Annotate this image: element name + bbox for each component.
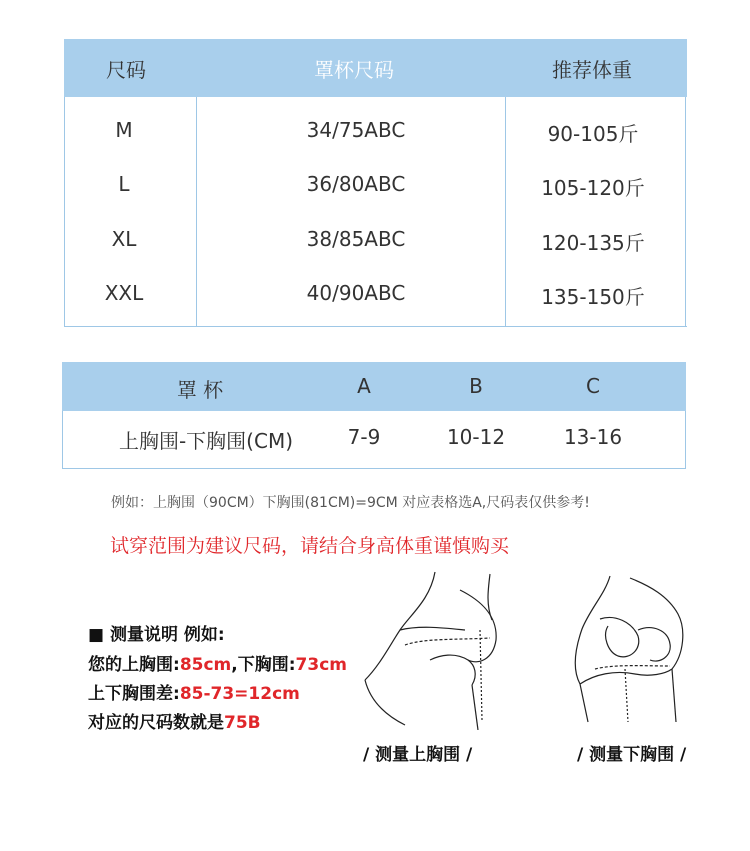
weight-cell: 120-135斤 [541, 231, 645, 255]
caption-lower-bust: / 测量下胸围 / [577, 745, 687, 765]
measure-line-3 [88, 708, 261, 733]
cup-header-label: 罩 杯 [176, 378, 224, 402]
upper-bust-illustration [360, 570, 500, 730]
measure-line-3-prefix: 对应的尺码数就是 [88, 713, 224, 733]
measure-line-2 [88, 679, 300, 704]
size-table-header [64, 39, 687, 97]
size-cell: XL [111, 227, 137, 251]
cup-cell: 36/80ABC [306, 172, 406, 196]
cup-header-a: A [357, 374, 371, 398]
weight-cell: 90-105斤 [547, 122, 639, 146]
size-cell: M [115, 118, 133, 142]
cup-value-a: 7-9 [347, 425, 381, 449]
caption-upper-bust: / 测量上胸围 / [363, 745, 473, 765]
cup-row-label: 上胸围-下胸围(CM) [118, 429, 294, 453]
notice-text: 试穿范围为建议尺码，请结合身高体重谨慎购买 [110, 535, 510, 557]
measure-upper-value: 85cm [179, 655, 232, 675]
weight-cell: 135-150斤 [541, 285, 645, 309]
measure-line-2-prefix: 上下胸围差: [88, 684, 180, 704]
header-size: 尺码 [106, 58, 146, 82]
size-cell: XXL [104, 281, 144, 305]
divider [505, 326, 687, 327]
measure-result-value: 75B [224, 713, 261, 733]
example-text: 例如：上胸围（90CM）下胸围(81CM)=9CM 对应表格选A,尺码表仅供参考! [111, 495, 590, 511]
cup-cell: 38/85ABC [306, 227, 406, 251]
size-cell: L [118, 172, 130, 196]
cup-cell: 40/90ABC [306, 281, 406, 305]
lower-bust-illustration [560, 574, 700, 724]
cup-cell: 34/75ABC [306, 118, 406, 142]
header-weight: 推荐体重 [552, 58, 632, 82]
measure-lower-value: 73cm [295, 655, 347, 675]
cup-value-b: 10-12 [446, 425, 506, 449]
weight-cell: 105-120斤 [541, 176, 645, 200]
measure-diff-value: 85-73=12cm [179, 684, 300, 704]
header-cup-size: 罩杯尺码 [314, 58, 394, 82]
cup-header-c: C [586, 374, 600, 398]
measure-line-1-mid: ,下胸围: [231, 655, 296, 675]
measure-line-1 [88, 650, 347, 675]
measure-title: ■ 测量说明 例如: [88, 625, 225, 645]
measure-line-1-prefix: 您的上胸围: [88, 655, 180, 675]
cup-header-b: B [469, 374, 483, 398]
cup-value-c: 13-16 [563, 425, 623, 449]
